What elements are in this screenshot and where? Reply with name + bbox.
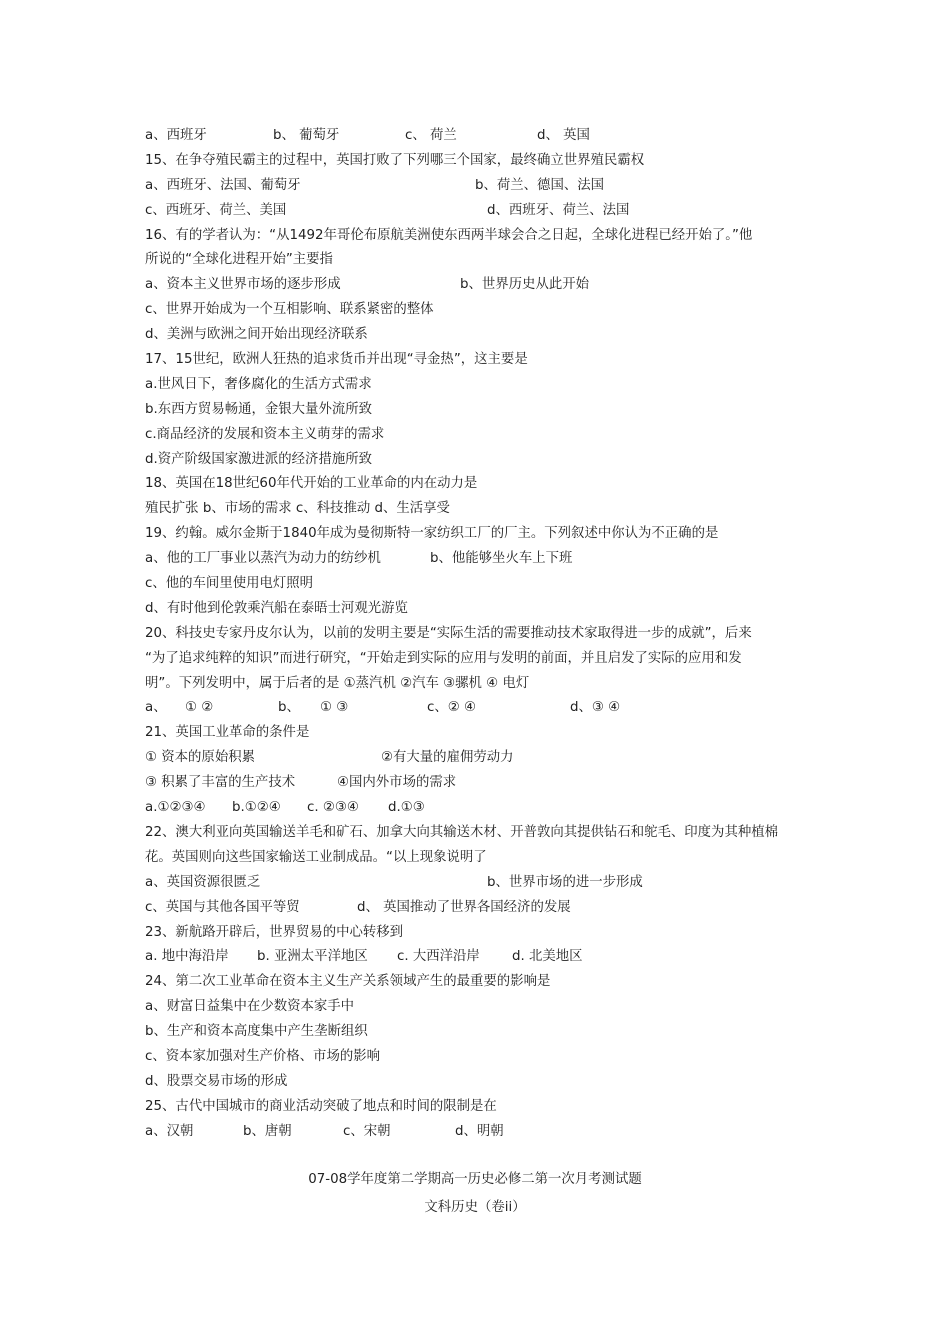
text-line <box>145 522 815 547</box>
text-segment: d、 英国 <box>537 128 590 143</box>
text-line <box>145 174 815 199</box>
text-line <box>145 348 815 373</box>
text-segment: a.世风日下，奢侈腐化的生活方式需求 <box>145 376 372 392</box>
text-segment: ① ③ <box>320 700 349 716</box>
text-line <box>145 721 815 746</box>
text-segment: d.①③ <box>388 800 425 816</box>
text-segment: d、美洲与欧洲之间开始出现经济联系 <box>145 327 368 343</box>
text-segment: c、英国与其他各国平等贸 <box>145 899 300 915</box>
text-segment: a、西班牙 <box>145 128 207 143</box>
text-line <box>145 821 815 846</box>
text-segment: 25、古代中国城市的商业活动突破了地点和时间的限制是在 <box>145 1098 497 1114</box>
text-segment: c、② ④ <box>427 700 477 716</box>
text-segment: ②有大量的雇佣劳动力 <box>381 750 514 766</box>
text-segment: ④国内外市场的需求 <box>337 775 457 791</box>
text-line <box>145 921 815 946</box>
text-segment: ① 资本的原始积累 <box>145 750 255 766</box>
text-segment: 20、科技史专家丹皮尔认为，以前的发明主要是“实际生活的需要推动技术家取得进一步的成就”，后来 <box>145 625 752 641</box>
exam-subtitle: 文科历史（卷ii） <box>424 1200 526 1215</box>
text-segment: c、 荷兰 <box>405 128 457 143</box>
text-segment: 21、英国工业革命的条件是 <box>145 725 310 741</box>
text-segment: c. ②③④ <box>307 800 359 816</box>
text-segment: b.①②④ <box>232 800 281 816</box>
text-segment: 19、约翰。威尔金斯于1840年成为曼彻斯特一家纺织工厂的厂主。下列叙述中你认为不正确的是 <box>145 526 719 542</box>
text-line <box>145 547 815 572</box>
text-segment: d.资产阶级国家激进派的经济措施所致 <box>145 451 373 467</box>
text-line <box>145 149 815 174</box>
text-segment: ① ② <box>185 700 214 716</box>
text-line <box>145 273 815 298</box>
text-segment: d. 北美地区 <box>512 949 583 965</box>
text-line <box>145 995 815 1020</box>
text-segment: d、明朝 <box>455 1123 504 1139</box>
text-line <box>145 398 815 423</box>
text-segment: b、唐朝 <box>243 1123 292 1139</box>
text-segment: b、 葡萄牙 <box>273 128 340 143</box>
text-line <box>145 771 815 796</box>
text-line <box>145 1120 815 1145</box>
text-line <box>145 672 815 697</box>
text-segment: b、世界历史从此开始 <box>460 277 590 293</box>
text-segment: a、他的工厂事业以蒸汽为动力的纺纱机 <box>145 551 381 567</box>
text-segment: c. 大西洋沿岸 <box>397 949 480 965</box>
text-line <box>145 647 815 672</box>
text-line <box>145 497 815 522</box>
text-line <box>145 1045 815 1070</box>
text-segment: b、荷兰、德国、法国 <box>475 177 605 193</box>
exam-title: 07-08学年度第二学期高一历史必修二第一次月考测试题 <box>308 1172 642 1187</box>
text-segment: 花。英国则向这些国家输送工业制成品。“以上现象说明了 <box>145 849 487 865</box>
text-line <box>145 124 815 149</box>
text-segment: c.商品经济的发展和资本主义萌芽的需求 <box>145 426 385 442</box>
text-segment: b、世界市场的进一步形成 <box>487 874 643 890</box>
text-segment: a、西班牙、法国、葡萄牙 <box>145 177 301 193</box>
text-segment: a、资本主义世界市场的逐步形成 <box>145 277 341 293</box>
text-line <box>145 1070 815 1095</box>
text-segment: a. 地中海沿岸 <box>145 949 229 965</box>
text-line <box>145 796 815 821</box>
text-segment: ③ 积累了丰富的生产技术 <box>145 775 296 791</box>
text-line <box>145 970 815 995</box>
text-line <box>145 448 815 473</box>
text-line <box>145 248 815 273</box>
text-segment: b、生产和资本高度集中产生垄断组织 <box>145 1024 368 1040</box>
text-segment: b. 亚洲太平洋地区 <box>257 949 368 965</box>
text-segment: d、③ ④ <box>570 700 621 716</box>
text-line <box>145 323 815 348</box>
text-line <box>145 846 815 871</box>
text-segment: b、 <box>278 700 300 716</box>
text-line <box>145 224 815 249</box>
text-line <box>145 423 815 448</box>
text-segment: d、股票交易市场的形成 <box>145 1073 288 1089</box>
text-line <box>145 871 815 896</box>
text-segment: 18、英国在18世纪60年代开始的工业革命的内在动力是 <box>145 476 478 492</box>
text-line <box>145 746 815 771</box>
text-line <box>145 696 815 721</box>
text-segment: a、 <box>145 700 167 716</box>
text-segment: b.东西方贸易畅通，金银大量外流所致 <box>145 401 373 417</box>
text-segment: d、有时他到伦敦乘汽船在泰晤士河观光游览 <box>145 600 408 616</box>
text-segment: c、他的车间里使用电灯照明 <box>145 576 314 592</box>
text-segment: d、 英国推动了世界各国经济的发展 <box>357 899 571 915</box>
text-segment: c、资本家加强对生产价格、市场的影响 <box>145 1048 381 1064</box>
text-segment: c、宋朝 <box>343 1123 391 1139</box>
text-segment: 22、澳大利亚向英国输送羊毛和矿石、加拿大向其输送木材、开普敦向其提供钻石和鸵毛、印度为其种植棉 <box>145 824 779 840</box>
text-line <box>145 1020 815 1045</box>
text-segment: 殖民扩张 b、市场的需求 c、科技推动 d、生活享受 <box>145 501 450 517</box>
text-segment: 16、有的学者认为：“从1492年哥伦布原航美洲使东西两半球会合之日起，全球化进程已经开始了。”他 <box>145 227 753 243</box>
text-segment: 15、在争夺殖民霸主的过程中，英国打败了下列哪三个国家，最终确立世界殖民霸权 <box>145 152 645 168</box>
text-line <box>145 373 815 398</box>
text-segment: a、财富日益集中在少数资本家手中 <box>145 999 355 1015</box>
text-segment: “为了追求纯粹的知识”而进行研究，“开始走到实际的应用与发明的前面，并且启发了实际的应用和发 <box>145 650 742 666</box>
text-segment: 24、第二次工业革命在资本主义生产关系领域产生的最重要的影响是 <box>145 974 551 990</box>
text-line <box>145 896 815 921</box>
text-line <box>145 622 815 647</box>
text-segment: c、世界开始成为一个互相影响、联系紧密的整体 <box>145 302 434 318</box>
text-segment: 17、15世纪，欧洲人狂热的追求货币并出现“寻金热”，这主要是 <box>145 352 528 368</box>
text-segment: 23、新航路开辟后，世界贸易的中心转移到 <box>145 924 404 940</box>
text-line <box>145 597 815 622</box>
text-segment: a.①②③④ <box>145 800 206 816</box>
text-segment: 明”。下列发明中，属于后者的是 ①蒸汽机 ②汽车 ③骡机 ④ 电灯 <box>145 675 530 691</box>
text-segment: 所说的“全球化进程开始”主要指 <box>145 252 333 268</box>
text-segment: b、他能够坐火车上下班 <box>430 551 573 567</box>
text-line <box>145 199 815 224</box>
text-line <box>145 572 815 597</box>
text-line <box>145 298 815 323</box>
text-line <box>145 1095 815 1120</box>
text-segment: c、西班牙、荷兰、美国 <box>145 202 287 218</box>
text-line <box>145 472 815 497</box>
text-line <box>145 945 815 970</box>
text-segment: d、西班牙、荷兰、法国 <box>487 202 630 218</box>
question-list <box>145 124 815 1145</box>
text-segment: a、汉朝 <box>145 1123 194 1139</box>
text-segment: a、英国资源很匮乏 <box>145 874 261 890</box>
